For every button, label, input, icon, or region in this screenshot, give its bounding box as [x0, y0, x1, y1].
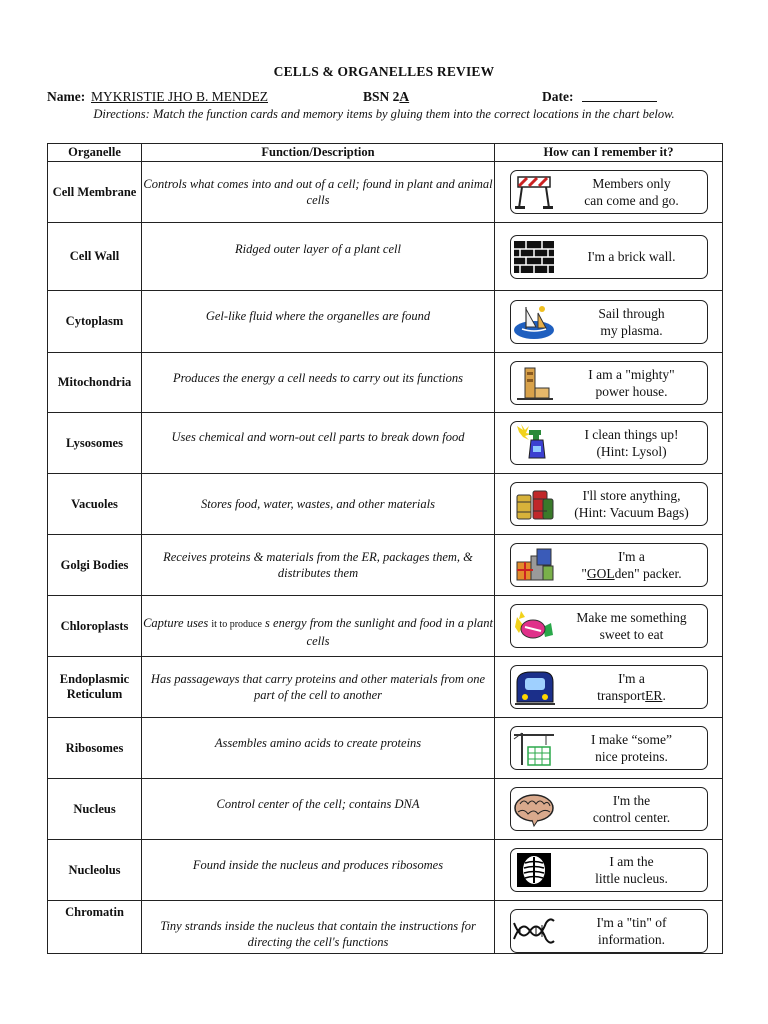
memory-card: [510, 235, 708, 279]
page-title: CELLS & ORGANELLES REVIEW: [273, 64, 495, 79]
function-cell: Controls what comes into and out of a cell; found in plant and animal cells: [142, 162, 495, 223]
review-table: [47, 143, 723, 954]
function-text: Ridged outer layer of a plant cell: [235, 241, 401, 256]
table-row: [48, 596, 723, 657]
function-cell: [142, 779, 495, 840]
header-line: [47, 89, 727, 107]
table-row: [48, 657, 723, 718]
packages-icon: [511, 545, 557, 585]
table-row: [48, 223, 723, 291]
function-text-suffix: s energy from the sunlight and food in a plant cells: [261, 616, 493, 648]
organelle-cell: Mitochondria: [48, 353, 142, 413]
bsn-label: [363, 89, 409, 105]
memory-text: [557, 670, 707, 704]
memory-line-1: I'll store anything,: [582, 488, 681, 503]
organelle-cell: Lysosomes: [48, 413, 142, 474]
function-cell: [142, 291, 495, 353]
memory-cell: [495, 353, 723, 413]
memory-text: [557, 366, 707, 400]
brick-wall-icon: [511, 237, 557, 277]
table-row: [48, 779, 723, 840]
power-plant-icon: [511, 363, 557, 403]
memory-card: [510, 170, 708, 214]
table-row: [48, 901, 723, 954]
function-text-inserted: it to produce: [211, 619, 262, 630]
organelle-cell: Ribosomes: [48, 718, 142, 779]
memory-text: [557, 305, 707, 339]
function-cell: [142, 223, 495, 291]
bsn-section: A: [399, 89, 410, 104]
column-header-memory: How can I remember it?: [495, 144, 723, 162]
organelle-cell: Endoplasmic Reticulum: [48, 657, 142, 718]
memory-cell: [495, 596, 723, 657]
table-row: [48, 162, 723, 223]
candy-icon: [511, 606, 557, 646]
function-cell: [142, 413, 495, 474]
sailboat-icon: [511, 302, 557, 342]
spray-bottle-icon: [511, 423, 557, 463]
memory-line-2: (Hint: Lysol): [596, 444, 667, 459]
organelle-cell: Vacuoles: [48, 474, 142, 535]
organelle-cell: Cytoplasm: [48, 291, 142, 353]
memory-card: [510, 361, 708, 405]
organelle-cell: Golgi Bodies: [48, 535, 142, 596]
memory-card: [510, 482, 708, 526]
function-cell: Has passageways that carry proteins and other materials from one part of the cell to another: [142, 657, 495, 718]
function-text: Control center of the cell; contains DNA: [216, 797, 420, 811]
memory-text: [557, 792, 707, 826]
memory-cell: [495, 474, 723, 535]
memory-cell: [495, 162, 723, 223]
memory-line-1: Sail through: [598, 305, 665, 321]
function-cell: [142, 353, 495, 413]
memory-cell: [495, 840, 723, 901]
column-header-organelle: Organelle: [48, 144, 142, 162]
date-label: Date:: [542, 89, 574, 104]
directions: Directions: Match the function cards and memory items by gluing them into the correct locations in the chart below.: [93, 107, 675, 121]
column-header-function: Function/Description: [142, 144, 495, 162]
organelle-cell: Cell Wall: [48, 223, 142, 291]
memory-line-2: can come and go.: [584, 193, 679, 208]
dna-icon: [511, 911, 557, 951]
table-row: [48, 353, 723, 413]
memory-card: [510, 421, 708, 465]
memory-line-2-underlined: ER: [645, 688, 663, 703]
function-cell: Receives proteins & materials from the ER, packages them, & distributes them: [142, 535, 495, 596]
memory-line-2: (Hint: Vacuum Bags): [574, 505, 689, 520]
memory-card: [510, 787, 708, 831]
function-text: Produces the energy a cell needs to carry out its functions: [173, 370, 463, 385]
table-header-row: [48, 144, 723, 162]
organelle-cell: Chromatin: [48, 901, 142, 954]
memory-card: [510, 543, 708, 587]
memory-line-2-prefix: transport: [597, 688, 646, 703]
memory-cell: [495, 291, 723, 353]
memory-text: [557, 548, 707, 582]
organelle-cell: Nucleus: [48, 779, 142, 840]
memory-card: [510, 726, 708, 770]
brain-icon: [511, 789, 557, 829]
memory-cell: [495, 535, 723, 596]
function-cell: [142, 596, 495, 657]
memory-line-2: information.: [597, 932, 666, 947]
memory-card: [510, 665, 708, 709]
table-row: [48, 718, 723, 779]
memory-line-2: sweet to eat: [599, 627, 664, 642]
function-text: Uses chemical and worn-out cell parts to break down food: [171, 430, 465, 444]
memory-text: [557, 175, 707, 209]
memory-card: [510, 604, 708, 648]
table-row: [48, 474, 723, 535]
memory-line-2: nice proteins.: [595, 749, 668, 764]
bsn-program: BSN 2: [363, 89, 400, 104]
memory-line-1: I'm the: [612, 793, 651, 808]
memory-line-2-underlined: GOL: [586, 566, 615, 581]
memory-cell: [495, 657, 723, 718]
memory-line-2: power house.: [595, 383, 668, 399]
barrier-icon: [511, 172, 557, 212]
table-row: [48, 840, 723, 901]
memory-text: [557, 609, 707, 643]
function-text: Gel-like fluid where the organelles are found: [205, 308, 431, 323]
memory-text: [557, 731, 707, 765]
memory-card: [510, 909, 708, 953]
memory-line-2-prefix: ": [581, 566, 587, 581]
memory-cell: [495, 223, 723, 291]
memory-text: [557, 426, 707, 460]
function-text: Assembles amino acids to create proteins: [214, 736, 422, 750]
memory-line-1: I am a "mighty": [588, 366, 675, 382]
function-text-prefix: Capture uses: [143, 616, 212, 630]
memory-cell: [495, 413, 723, 474]
table-row: [48, 291, 723, 353]
memory-text: [557, 487, 707, 521]
function-cell: [142, 718, 495, 779]
memory-line-1: I make “some”: [591, 732, 672, 747]
memory-line-1: I'm a: [618, 549, 645, 564]
function-cell: [142, 840, 495, 901]
xray-icon: [511, 850, 557, 890]
memory-line-2: control center.: [592, 810, 671, 825]
memory-cell: [495, 901, 723, 954]
memory-line-1: I'm a "tin" of: [596, 915, 667, 930]
function-cell: Stores food, water, wastes, and other materials: [142, 474, 495, 535]
table-row: [48, 413, 723, 474]
function-cell: Tiny strands inside the nucleus that contain the instructions for directing the cell's functions: [142, 901, 495, 954]
memory-line-2-suffix: .: [662, 688, 666, 703]
memory-line-1: I'm a: [618, 671, 645, 686]
memory-line-2: little nucleus.: [595, 871, 668, 886]
memory-card: [510, 848, 708, 892]
function-text: Found inside the nucleus and produces ribosomes: [192, 858, 444, 872]
organelle-cell: Chloroplasts: [48, 596, 142, 657]
name-value: MYKRISTIE JHO B. MENDEZ: [91, 89, 268, 104]
function-text: [142, 615, 494, 649]
memory-text: [557, 853, 707, 887]
name-label: Name:: [47, 89, 86, 104]
memory-line-1: Make me something: [576, 610, 687, 625]
crane-icon: [511, 728, 557, 768]
memory-text: I'm a brick wall.: [587, 249, 676, 264]
memory-cell: [495, 779, 723, 840]
organelle-cell: Cell Membrane: [48, 162, 142, 223]
barrels-icon: [511, 484, 557, 524]
train-icon: [511, 667, 557, 707]
memory-text: [557, 914, 707, 948]
memory-line-2-suffix: den" packer.: [614, 566, 682, 581]
memory-line-1: I clean things up!: [584, 427, 679, 442]
memory-line-2: my plasma.: [600, 322, 663, 338]
organelle-cell: Nucleolus: [48, 840, 142, 901]
memory-cell: [495, 718, 723, 779]
memory-card: [510, 300, 708, 344]
memory-line-1: I am the: [609, 854, 654, 869]
date-blank-line: [582, 101, 657, 102]
table-row: [48, 535, 723, 596]
memory-line-1: Members only: [592, 176, 671, 191]
